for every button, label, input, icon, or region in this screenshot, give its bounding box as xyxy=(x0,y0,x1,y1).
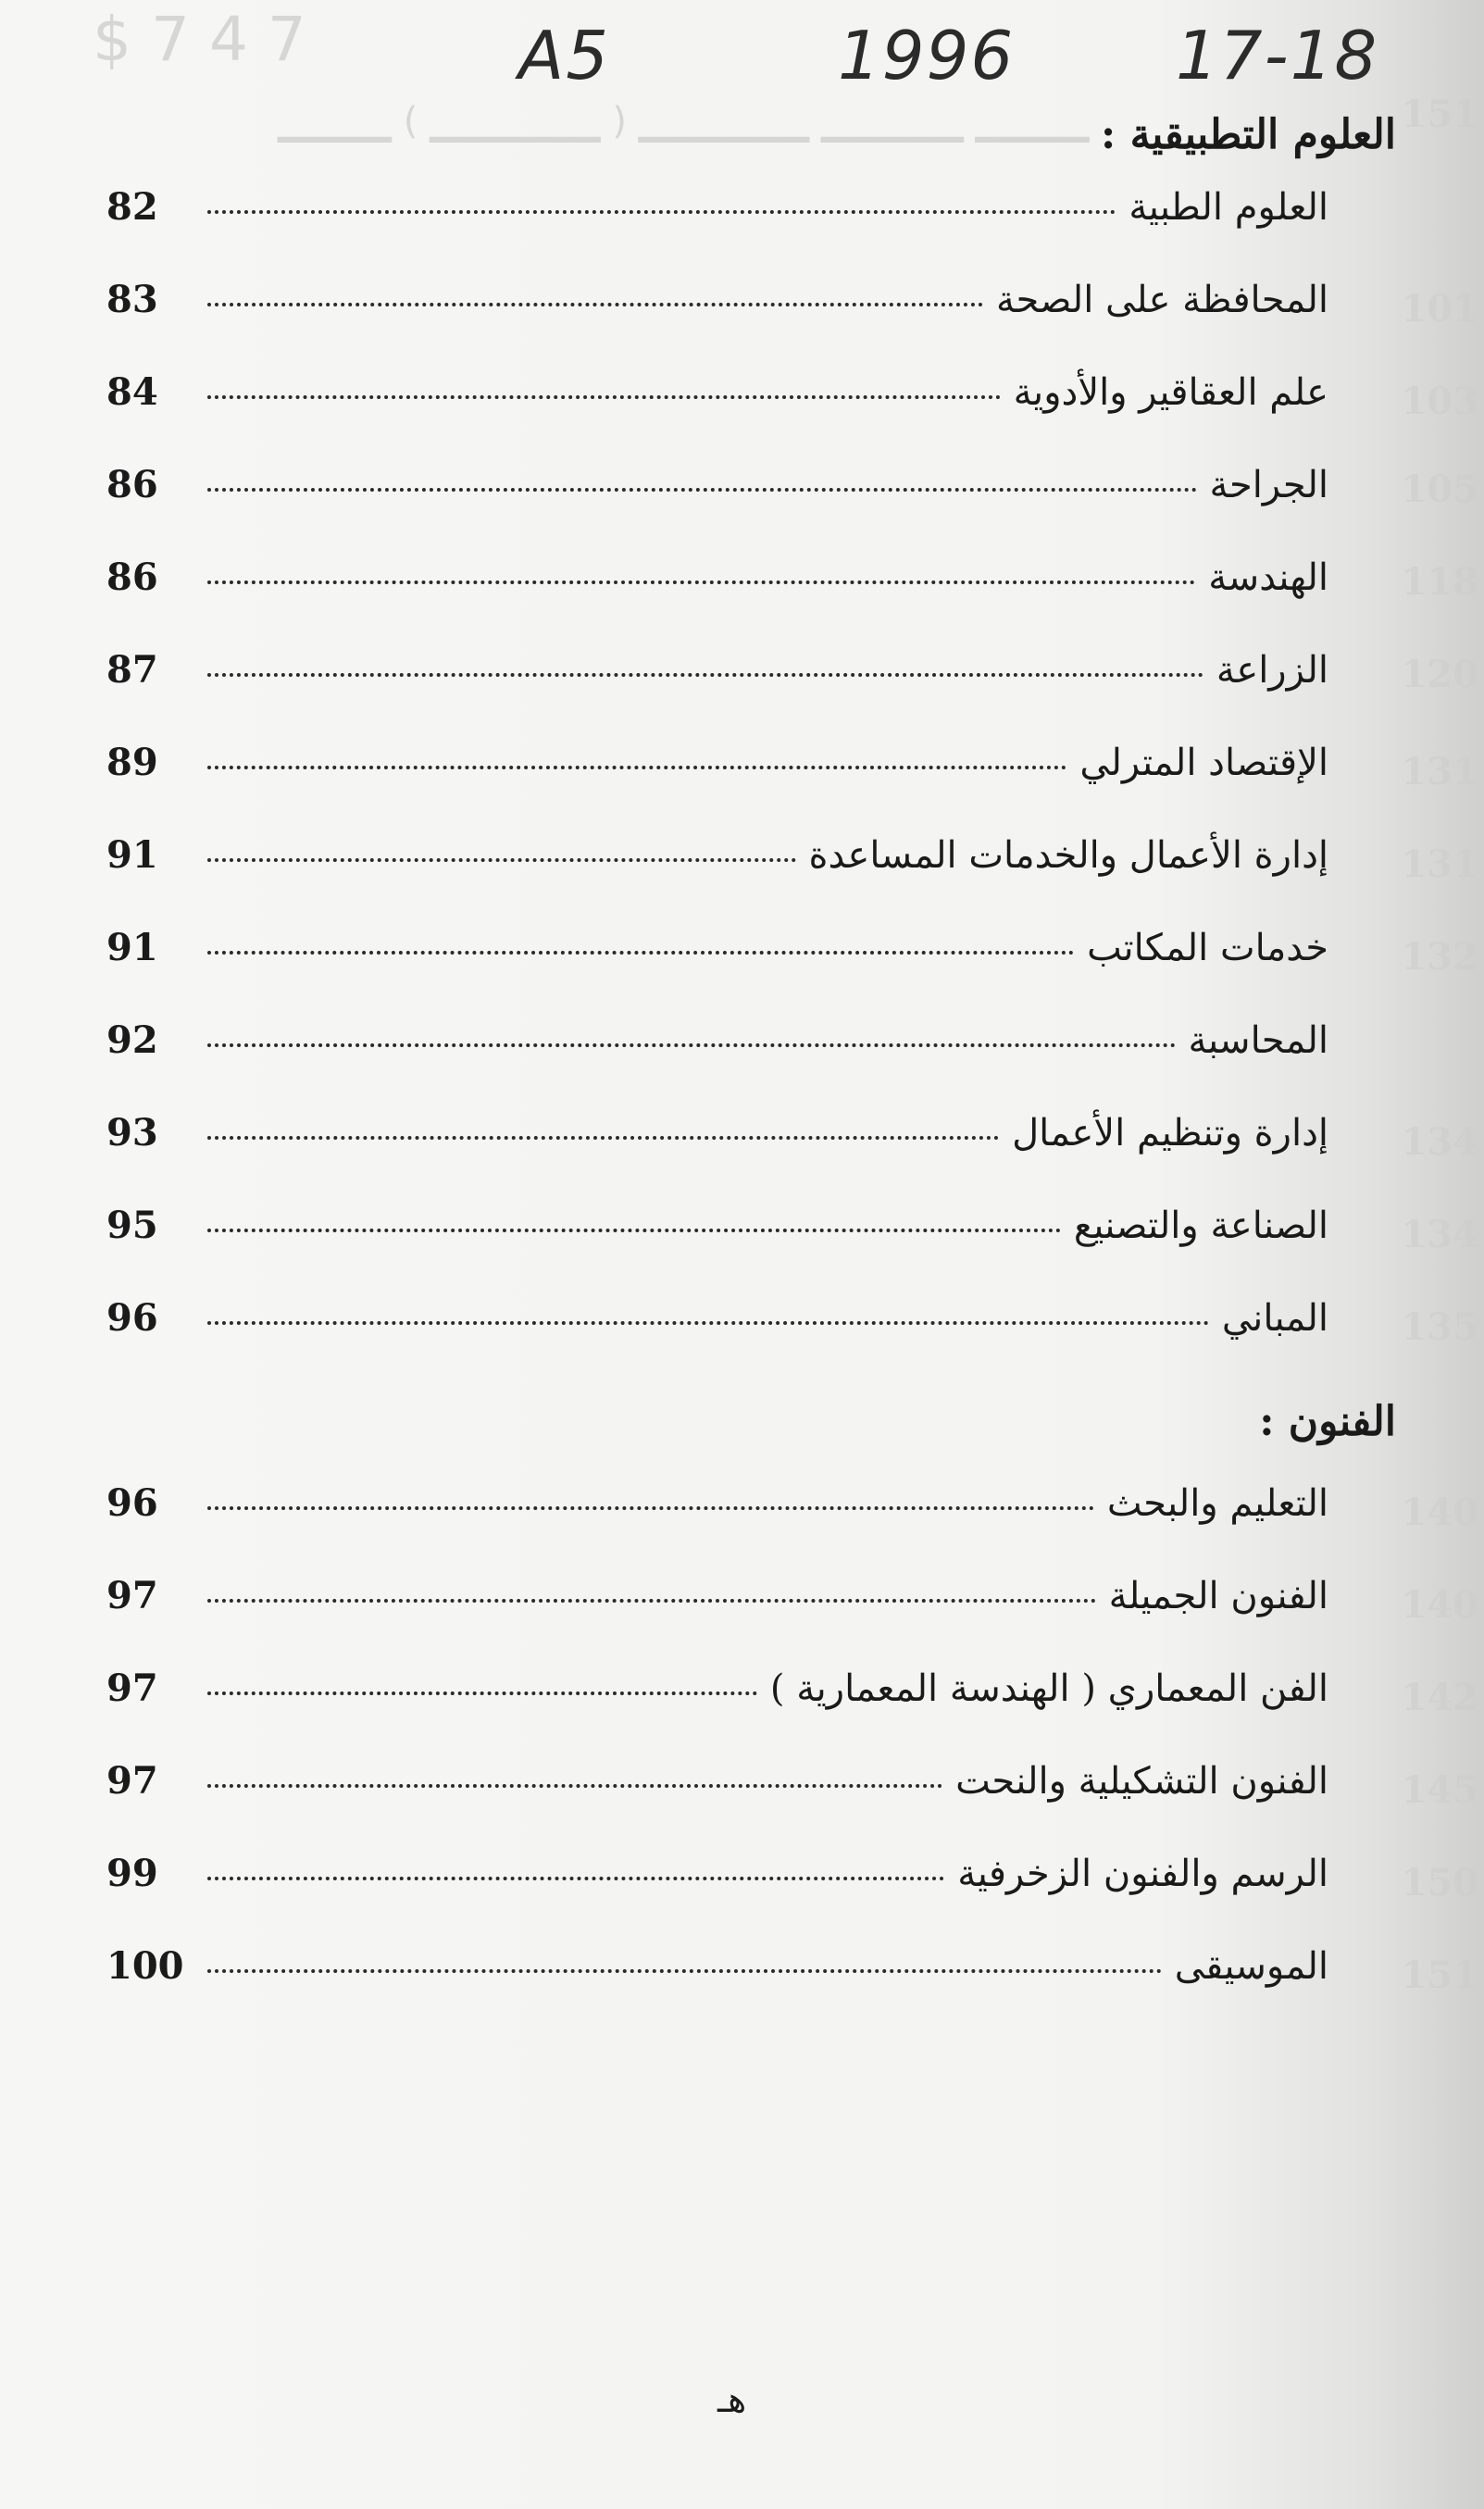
toc-entry xyxy=(106,370,1328,435)
toc-entry-title: العلوم الطبية xyxy=(1129,186,1328,229)
toc-entry-title: المحافظة على الصحة xyxy=(996,279,1328,321)
toc-entry xyxy=(106,278,1328,343)
dot-leader xyxy=(207,1505,1094,1510)
dot-leader xyxy=(207,1783,942,1788)
section-heading-applied-sciences: العلوم التطبيقية : xyxy=(1101,111,1396,158)
dot-leader xyxy=(207,580,1195,584)
show-through-text: ▁▁▁▁ ▁▁▁▁▁ ▁▁▁▁▁▁ ( ▁▁▁▁▁▁ ) ▁▁▁▁ xyxy=(278,100,1090,143)
toc-entry-page: 86 xyxy=(106,555,158,599)
toc-entry xyxy=(106,1296,1328,1361)
toc-entry xyxy=(106,833,1328,898)
toc-entry-page: 89 xyxy=(106,741,158,784)
dot-leader xyxy=(207,1598,1096,1603)
toc-entry-title: المباني xyxy=(1221,1297,1328,1340)
toc-entry-page: 97 xyxy=(106,1666,158,1710)
handwritten-year: 1996 xyxy=(838,17,1016,94)
toc-entry-page: 97 xyxy=(106,1759,158,1803)
dot-leader xyxy=(207,1135,999,1140)
toc-entry xyxy=(106,1852,1328,1916)
dot-leader xyxy=(207,672,1203,677)
toc-entry-page: 99 xyxy=(106,1852,158,1895)
show-through-marks: $ 7 4 7 xyxy=(93,4,306,75)
toc-entry xyxy=(106,1944,1328,2009)
toc-entry xyxy=(106,648,1328,713)
toc-entry xyxy=(106,555,1328,620)
section-heading-arts: الفنون : xyxy=(1259,1398,1396,1445)
toc-entry-title: إدارة وتنظيم الأعمال xyxy=(1012,1112,1328,1155)
toc-entry-page: 84 xyxy=(106,370,158,414)
dot-leader xyxy=(207,209,1116,214)
toc-entry-page: 82 xyxy=(106,185,158,229)
toc-entry-title: الموسيقى xyxy=(1174,1945,1328,1988)
toc-entry-page: 83 xyxy=(106,278,158,321)
toc-entry xyxy=(106,1481,1328,1546)
toc-entry-page: 93 xyxy=(106,1111,158,1155)
handwritten-mark: A5 xyxy=(518,17,611,94)
toc-entry xyxy=(106,741,1328,805)
toc-entry-title: الصناعة والتصنيع xyxy=(1073,1205,1328,1247)
page-folio: هـ xyxy=(717,2379,747,2420)
show-through-page-numbers: 151 101 103 105 118 120 131 131 132 134 134 135 140 140 142 145 150 151 xyxy=(1401,93,1478,1997)
toc-entry xyxy=(106,926,1328,991)
dot-leader xyxy=(207,1228,1061,1232)
dot-leader xyxy=(207,394,1001,399)
toc-entry-page: 97 xyxy=(106,1574,158,1617)
toc-entry-title: الفنون الجميلة xyxy=(1108,1575,1328,1617)
toc-entry-title: الرسم والفنون الزخرفية xyxy=(957,1853,1328,1895)
toc-entry xyxy=(106,185,1328,250)
toc-entry-page: 91 xyxy=(106,833,158,877)
dot-leader xyxy=(207,302,983,306)
toc-entry-title: علم العقاقير والأدوية xyxy=(1013,371,1328,414)
dot-leader xyxy=(207,487,1197,492)
toc-entry xyxy=(106,1666,1328,1731)
toc-entry-page: 92 xyxy=(106,1018,158,1062)
toc-entry-page: 87 xyxy=(106,648,158,692)
dot-leader xyxy=(207,1042,1176,1047)
dot-leader xyxy=(207,857,796,862)
toc-entry-title: الهندسة xyxy=(1208,556,1328,599)
toc-entry-page: 100 xyxy=(106,1944,184,1988)
toc-entry-title: التعليم والبحث xyxy=(1106,1482,1328,1525)
dot-leader xyxy=(207,950,1074,955)
dot-leader xyxy=(207,765,1066,769)
toc-entry-page: 86 xyxy=(106,463,158,506)
toc-entry xyxy=(106,1204,1328,1268)
toc-entry xyxy=(106,1574,1328,1639)
toc-entry-title: الفنون التشكيلية والنحت xyxy=(955,1760,1328,1803)
toc-entry xyxy=(106,1018,1328,1083)
toc-entry-title: الفن المعماري ( الهندسة المعمارية ) xyxy=(769,1667,1328,1710)
toc-entry-title: إدارة الأعمال والخدمات المساعدة xyxy=(808,834,1328,877)
toc-entry-title: المحاسبة xyxy=(1188,1019,1328,1062)
toc-entry xyxy=(106,1111,1328,1176)
toc-entry-page: 96 xyxy=(106,1296,158,1340)
dot-leader xyxy=(207,1876,944,1880)
toc-entry-title: خدمات المكاتب xyxy=(1087,927,1328,969)
toc-entry xyxy=(106,463,1328,528)
toc-entry-title: الإقتصاد المترلي xyxy=(1079,742,1328,784)
dot-leader xyxy=(207,1320,1209,1325)
dot-leader xyxy=(207,1968,1162,1973)
toc-entry-page: 95 xyxy=(106,1204,158,1247)
handwritten-range: 17-18 xyxy=(1176,17,1379,94)
toc-entry-title: الجراحة xyxy=(1209,464,1328,506)
dot-leader xyxy=(207,1691,757,1695)
toc-entry-title: الزراعة xyxy=(1216,649,1328,692)
toc-entry-page: 96 xyxy=(106,1481,158,1525)
toc-entry-page: 91 xyxy=(106,926,158,969)
toc-entry xyxy=(106,1759,1328,1824)
